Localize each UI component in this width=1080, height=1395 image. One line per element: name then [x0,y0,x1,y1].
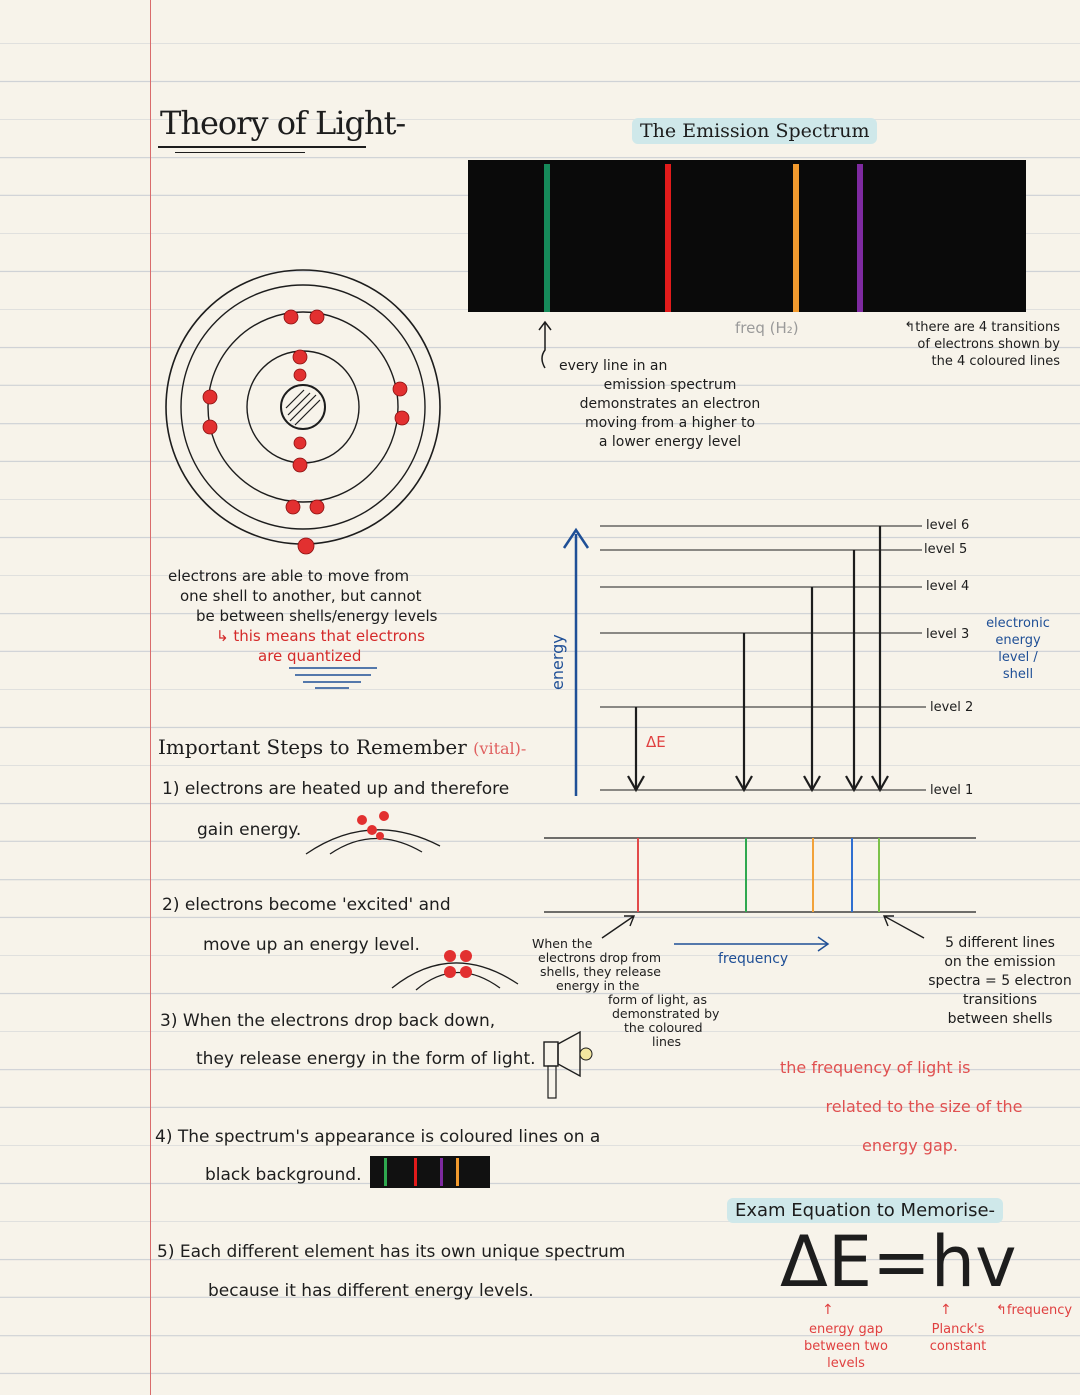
five-lines-note: 5 different lines on the emission spectra = 5 electron transitions between shells [928,935,1072,1027]
frequency-note: ↰frequency [996,1303,1073,1318]
step-1a: 1) electrons are heated up and therefore [162,779,510,799]
heated-electrons-icon [300,806,450,862]
title-underline-2 [175,152,305,153]
spectrum-line-orange [812,838,814,912]
electrons [203,310,409,554]
quantized-label: are quantized [258,647,362,665]
step-5b: because it has different energy levels. [208,1281,534,1301]
energy-gap-arrow-icon: ↑ [822,1302,834,1318]
spectrum-line-lightgreen [878,838,880,912]
freq-label: freq (H₂) [735,319,799,337]
energy-level-diagram [540,518,980,918]
step-3a: 3) When the electrons drop back down, [160,1011,496,1031]
atom-note: electrons are able to move from one shell to another, but cannot be between shells/energy levels ↳ this means that electrons are quantized [168,567,438,665]
outer-shell-inner [181,285,425,529]
equation-formula: ΔE=hv [780,1221,1017,1303]
equation-heading: Exam Equation to Memorise- [727,1200,1003,1221]
emission-heading: The Emission Spectrum [632,120,877,142]
energy-gap-note: energy gap between two levels [803,1322,889,1371]
excited-electrons-icon [388,944,523,994]
electronic-level-note: electronic energy level / shell [986,616,1050,682]
level-6-label: level 6 [926,518,970,533]
step-1b: gain energy. [197,820,302,840]
atom-diagram [160,265,450,565]
level-3-label: level 3 [926,627,970,642]
page-title: Theory of Light- [160,104,406,142]
emission-spectrum [468,160,1028,314]
delta-e-label: ΔE [646,733,666,751]
energy-axis-label: energy [548,634,567,690]
outer-shell [166,270,440,544]
level-5-label: level 5 [924,542,968,557]
spectrum-line-blue [851,838,853,912]
emission-line-red [665,164,671,312]
emission-line-green [544,164,550,312]
steps-heading: Important Steps to Remember (vital)- [158,735,527,759]
title-underline [158,146,366,148]
mini-spectrum-icon [370,1156,492,1190]
level-2-label: level 2 [930,700,974,715]
every-line-note: every line in an emission spectrum demonstrates an electron moving from a higher to a lower energy level [559,358,761,450]
planck-note: Planck's constant [929,1322,987,1354]
frequency-label: frequency [718,951,789,967]
middle-shell [208,312,398,502]
quantized-underline [285,666,385,692]
step-2b: move up an energy level. [203,935,420,955]
margin-line [150,0,151,1395]
level-4-label: level 4 [926,579,970,594]
spectrum-line-red [637,838,639,912]
planck-arrow-icon: ↑ [940,1302,952,1318]
spectrum-line-green [745,838,747,912]
relation-note: the frequency of light is related to the size of the energy gap. [780,1058,1023,1155]
step-2a: 2) electrons become 'excited' and [162,895,451,915]
transitions-note: ↰there are 4 transitions of electrons shown by the 4 coloured lines [904,320,1060,369]
spectrum-background [468,160,1026,312]
step-4b: black background. [205,1165,362,1185]
emission-line-purple [857,164,863,312]
step-5a: 5) Each different element has its own unique spectrum [157,1242,626,1262]
step-4a: 4) The spectrum's appearance is coloured lines on a [155,1127,601,1147]
step-3b: they release energy in the form of light. [196,1049,536,1069]
level-1-label: level 1 [930,783,974,798]
drop-note: When the electrons drop from shells, they release energy in the form of light, as demonstrated by the coloured lines [532,936,720,1049]
emission-line-orange [793,164,799,312]
